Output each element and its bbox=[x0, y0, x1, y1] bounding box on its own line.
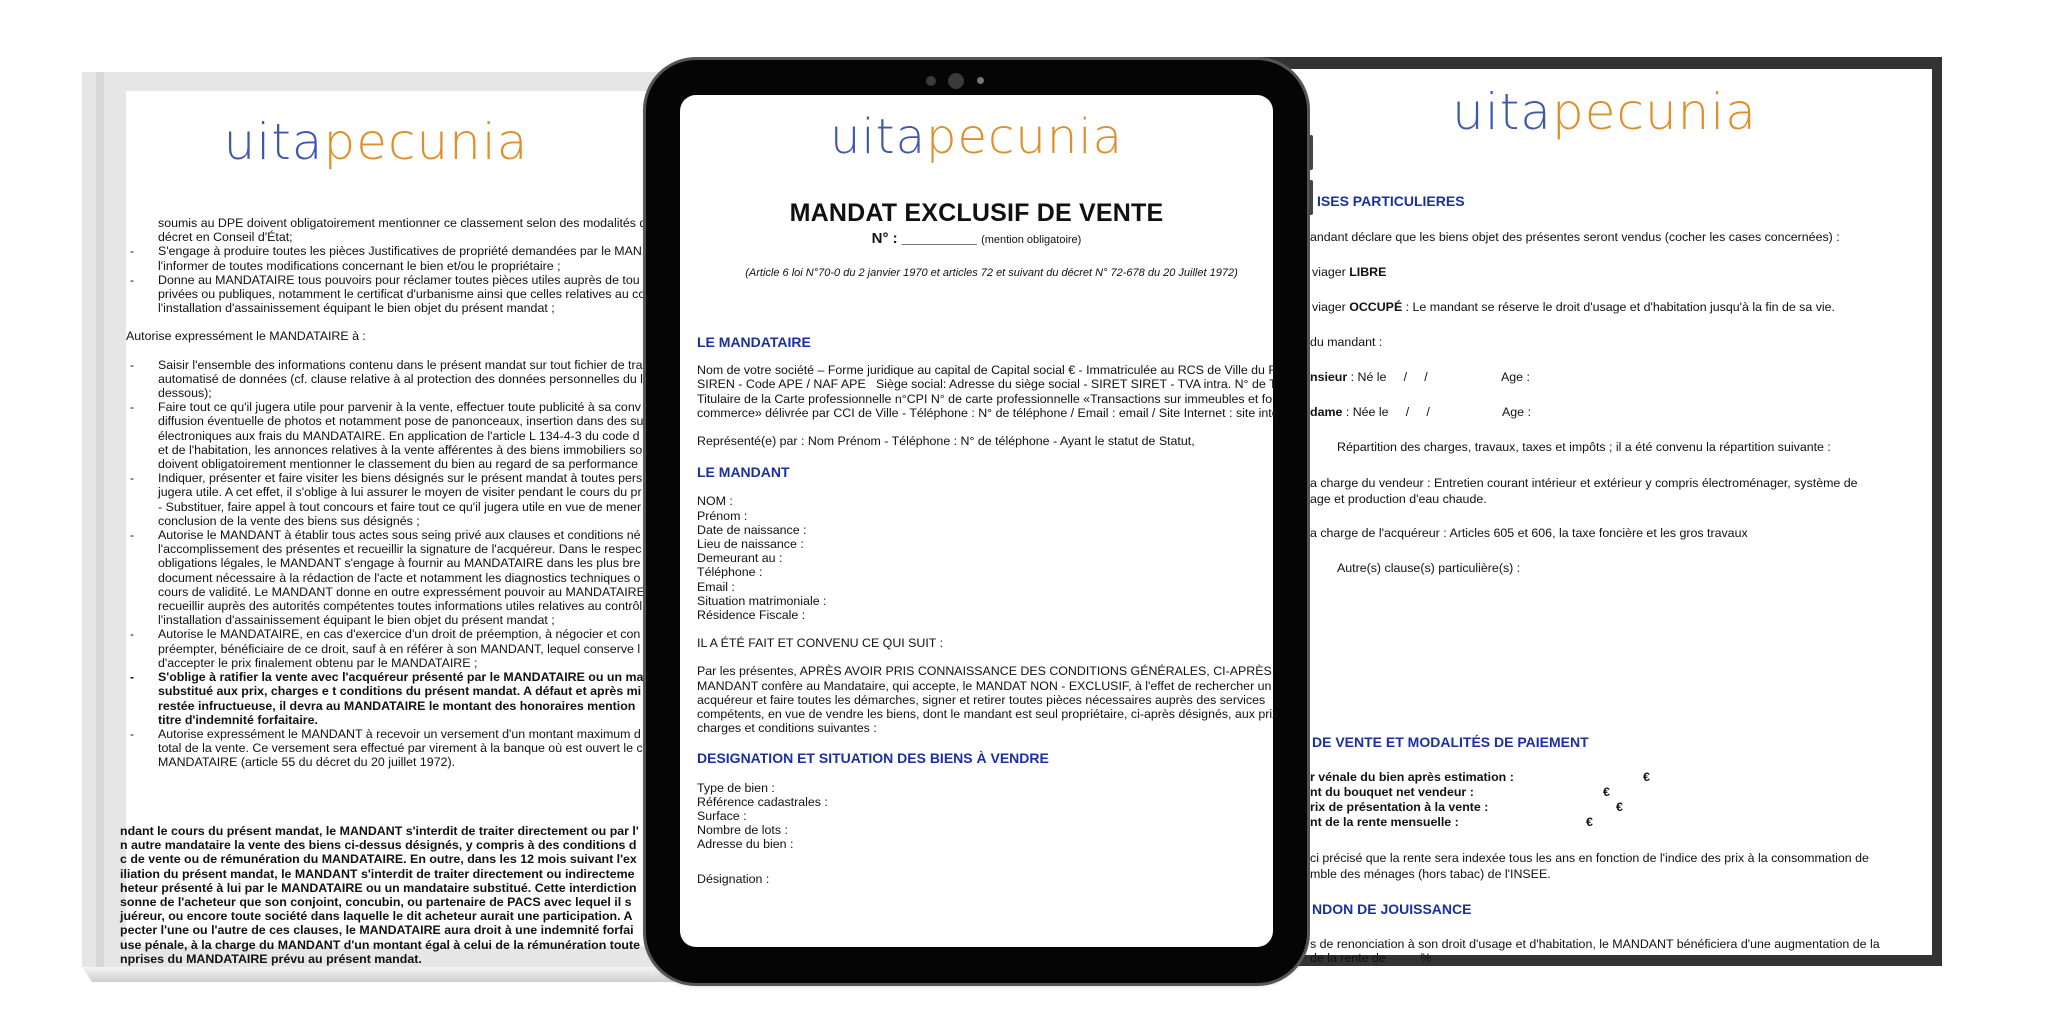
heading-abandon-jouissance: NDON DE JOUISSANCE bbox=[1312, 901, 1472, 917]
left-document-text: soumis au DPE doivent obligatoirement mentionner ce classement selon des modalités d décret en Conseil d'État; - S'engage à produire toutes les pièces Justificatives de propriété demandées par le MAN l'informer de toutes modifications concernant le bien et/ou le propriétaire ; - Donne au MANDATAIRE tous pouvoirs pour réclamer toutes pièces utiles auprès de tou privées ou publiques, notamment le certificat d'urbanisme ainsi que celles relatives au co l'installation d'assainissement équipant le bien objet du présent mandat ; Autorise expressément le MANDATAIRE à : - Saisir l'ensemble des informations contenu dans le présent mandat sur tout fichier de tra automatisé de données (cf. clause relative à al protection des données personnelles du l dessous); - Faire tout ce qu'il jugera utile pour parvenir à la vente, effectuer toute publicité à sa conv diffusion éventuelle de photos et notamment pose de panonceaux, insertion dans des su électroniques aux frais du MANDATAIRE. En application de l'article L 134-4-3 du code d et de l'habitation, les annonces relatives à la vente afférentes à des biens immobiliers so doivent obligatoirement mentionner le classement du bien au regard de sa performance - Indiquer, présenter et faire visiter les biens désignés sur le présent mandat à toutes pers jugera utile. A cet effet, il s'oblige à lui assurer le moyen de visiter pendant le cours du pr - Substituer, faire appel à tout concours et faire tout ce qu'il jugera utile en vue de mener conclusion de la vente des biens sus désignés ; - Autorise le MANDANT à établir tous actes sous seing privé aux clauses et conditions né l'accomplissement des présentes et recueillir la signature de l'acquéreur. Dans le respec obligations légales, le MANDANT s'engage à fournir au MANDATAIRE dans les plus bre document nécessaire à la rédaction de l'acte et notamment les diagnostics techniques o cours de validité. Le MANDANT donne en outre expressément pouvoir au MANDATAIRE recueillir auprès des autorités compétentes toutes informations utiles relatives au contrôl l'installation d'assainissement équipant le bien objet du présent mandat ; - Autorise le MANDATAIRE, en cas d'exercice d'un droit de préemption, à négocier et con préempter, bénéficiaire de ce droit, sauf à en référer à son MANDANT, lequel conserve l d'accepter le prix finalement obtenu par le MANDATAIRE ; - S'oblige à ratifier la vente avec l'acquéreur présenté par le MANDATAIRE ou un ma substitué aux prix, charges e t conditions du présent mandat. A défaut et après mi restée infructueuse, il devra au MANDATAIRE le montant des honoraires mention titre d'indemnité forfaitaire. - Autorise expressément le MANDANT à recevoir un versement d'un montant maximum d total de la vente. Ce versement sera effectué par virement à la banque où est ouvert le c MANDATAIRE (article 55 du décret du 20 juillet 1972). bbox=[126, 216, 686, 770]
binder-spine bbox=[96, 72, 104, 967]
mandate-number: N° : _________ (mention obligatoire) bbox=[871, 230, 1082, 247]
heading-clauses-particulieres: ISES PARTICULIERES bbox=[1317, 193, 1465, 209]
field-label: NOM : bbox=[697, 494, 733, 509]
field-label: Référence cadastrales : bbox=[697, 794, 828, 809]
vitapecunia-logo: uitapecunia bbox=[1452, 83, 1757, 141]
tablet-side-button bbox=[1309, 135, 1313, 170]
field-label: Date de naissance : bbox=[697, 522, 807, 537]
field-label: Demeurant au : bbox=[697, 551, 783, 566]
price-row: rix de présentation à la vente : bbox=[1310, 800, 1489, 814]
tablet-camera-bar bbox=[646, 73, 1307, 89]
viager-libre-option: viager LIBRE bbox=[1312, 265, 1387, 279]
document-title: MANDAT EXCLUSIF DE VENTE bbox=[789, 199, 1164, 227]
bullet-item: - Indiquer, présenter et faire visiter les biens désignés sur le présent mandat à toutes pers jugera utile. A cet effet, il s'oblige à lui assurer le moyen de visiter pendant le cours du pr - Substituer, faire appel à tout concours et faire tout ce qu'il jugera utile en vue de mener conclusion de la vente des biens sus désignés ; bbox=[126, 471, 686, 528]
left-document-page bbox=[120, 91, 726, 966]
article-reference: (Article 6 loi N°70-0 du 2 janvier 1970 et articles 72 et suivant du décret N° 72-678 du 20 Juillet 1972) bbox=[745, 267, 1238, 279]
light-sensor-icon bbox=[977, 77, 984, 84]
tablet-screen[interactable] bbox=[680, 95, 1279, 947]
bullet-item: - Autorise le MANDANT à établir tous actes sous seing privé aux clauses et conditions né l'accomplissement des présentes et recueillir la signature de l'acquéreur. Dans le respec obligations légales, le MANDANT s'engage à fournir au MANDATAIRE dans les plus bre document nécessaire à la rédaction de l'acte et notamment les diagnostics techniques o cours de validité. Le MANDANT donne en outre expressément pouvoir au MANDATAIRE recueillir auprès des autorités compétentes toutes informations utiles relatives au contrôl l'installation d'assainissement équipant le bien objet du présent mandat ; bbox=[126, 528, 686, 627]
heading-prix-de-vente: DE VENTE ET MODALITÉS DE PAIEMENT bbox=[1312, 734, 1589, 750]
tablet-side-button bbox=[1309, 180, 1313, 215]
tablet-device bbox=[646, 60, 1307, 983]
madame-line: dame : Née le / / bbox=[1310, 405, 1430, 419]
field-label: Nombre de lots : bbox=[697, 823, 788, 838]
right-document-page: uitapecunia ISES PARTICULIERES andant déclare que les biens objet des présentes seront vendus (cocher les cases concernées) : viager LIBRE viager OCCUPÉ : Le mandant se réserve le droit d'usage et d'habitation jusqu'à la fin de sa vie. du mandant : nsieur : Né le / / Age : dame : Née le / / Age : Répartition des charges, travaux, taxes et impôts ; il a été convenu la répartition suivante : a charge du vendeur : Entretien courant intérieur et extérieur y compris électroménager, système de age et production d'eau chaude. a charge de l'acquéreur : Articles 605 et 606, la taxe foncière et les gros travaux Autre(s) clause(s) particulière(s) : DE VENTE ET MODALITÉS DE PAIEMENT r vénale du bien après estimation : € nt du bouquet net vendeur : € rix de présentation à la vente : € nt de la rente mensuelle : € ci précisé que la rente sera indexée tous les ans en fonction de l'indice des prix à la consommation de mble des ménages (hors tabac) de l'INSEE. NDON DE JOUISSANCE s de renonciation à son droit d'usage et d'habitation, le MANDANT bénéficiera d'une augmentation de la de la rente de % bbox=[1217, 69, 1932, 955]
bullet-item: - Donne au MANDATAIRE tous pouvoirs pour réclamer toutes pièces utiles auprès de tou privées ou publiques, notamment le certificat d'urbanisme ainsi que celles relatives au co l'installation d'assainissement équipant le bien objet du présent mandat ; bbox=[126, 273, 686, 316]
bullet-item: - Saisir l'ensemble des informations contenu dans le présent mandat sur tout fichier de tra automatisé de données (cf. clause relative à al protection des données personnelles du l dessous); bbox=[126, 358, 686, 401]
camera-icon bbox=[948, 73, 964, 89]
heading-designation: DESIGNATION ET SITUATION DES BIENS À VENDRE bbox=[697, 750, 1049, 767]
viager-occupe-option: viager OCCUPÉ : Le mandant se réserve le droit d'usage et d'habitation jusqu'à la fin de sa vie. bbox=[1312, 300, 1835, 314]
field-label: Adresse du bien : bbox=[697, 837, 794, 852]
bullet-item: - Autorise le MANDATAIRE, en cas d'exercice d'un droit de préemption, à négocier et con préempter, bénéficiaire de ce droit, sauf à en référer à son MANDANT, lequel conserve l d'accepter le prix finalement obtenu par le MANDATAIRE ; bbox=[126, 627, 686, 670]
bullet-item: - Autorise expressément le MANDANT à recevoir un versement d'un montant maximum d total de la vente. Ce versement sera effectué par virement à la banque où est ouvert le c MANDATAIRE (article 55 du décret du 20 juillet 1972). bbox=[126, 727, 686, 770]
right-document-frame bbox=[1217, 57, 1942, 966]
bullet-item: - Faire tout ce qu'il jugera utile pour parvenir à la vente, effectuer toute publicité à sa conv diffusion éventuelle de photos et notamment pose de panonceaux, insertion dans des su électroniques aux frais du MANDATAIRE. En application de l'article L 134-4-3 du code d et de l'habitation, les annonces relatives à la vente afférentes à des biens immobiliers so doivent obligatoirement mentionner le classement du bien au regard de sa performance bbox=[126, 400, 686, 471]
exclusivity-clause: ndant le cours du présent mandat, le MANDANT s'interdit de traiter directement ou par l' n autre mandataire la vente des biens ci-dessus désignés, y compris à des conditions d c de vente ou de rémunération du MANDATAIRE. En outre, dans les 12 mois suivant l'ex iliation du présent mandat, le MANDANT s'interdit de traiter directement ou indirecteme heteur présenté à lui par le MANDATAIRE ou un mandataire substitué. Cette interdiction sonne de l'acheteur que son conjoint, concubin, ou partenaire de PACS avec lequel il s juéreur, ou encore toute société dans laquelle le dit acheteur aurait une participation. A pecter l'une ou l'autre de ces clauses, le MANDATAIRE aura droit à une indemnité forfai use pénale, à la charge du MANDANT d'un montant égal à celui de la rémunération toute nprises du MANDATAIRE prévu au présent mandat. bbox=[120, 824, 641, 966]
price-row: nt du bouquet net vendeur : bbox=[1310, 785, 1474, 799]
price-row: nt de la rente mensuelle : bbox=[1310, 815, 1459, 829]
authorise-heading: Autorise expressément le MANDATAIRE à : bbox=[126, 329, 366, 344]
sensor-icon bbox=[926, 76, 936, 86]
field-label: Surface : bbox=[697, 809, 747, 824]
heading-mandant: LE MANDANT bbox=[697, 464, 790, 481]
field-label: Email : bbox=[697, 579, 735, 594]
field-label: Situation matrimoniale : bbox=[697, 593, 827, 608]
vitapecunia-logo: uitapecunia bbox=[223, 113, 529, 171]
price-row: r vénale du bien après estimation : bbox=[1310, 770, 1514, 784]
tablet-document-body: LE MANDATAIRE Nom de votre société – Forme juridique au capital de Capital social € - Immatriculée au RCS de Ville du R SIREN - Code APE / NAF APE Siège social: Adresse du siège social - SIRET SIRET - TVA intra. N° de T Titulaire de la Carte professionnelle n°CPI N° de carte professionnelle «Transactions sur immeubles et fo commerce» délivrée par CCI de Ville - Téléphone : N° de téléphone / Email : email / Site Internet : site inte Représenté(e) par : Nom Prénom - Téléphone : N° de téléphone - Ayant le statut de Statut, LE MANDANT NOM : Prénom : Date de naissance : Lieu de naissance : Demeurant au : Téléphone : Email : Situation matrimoniale : Résidence Fiscale : IL A ÉTÉ FAIT ET CONVENU CE QUI SUIT : Par les présentes, APRÈS AVOIR PRIS CONNAISSANCE DES CONDITIONS GÉNÉRALES, CI-APRÈS, MANDANT confère au Mandataire, qui accepte, le MANDAT NON - EXCLUSIF, à l'effet de rechercher un acquéreur et faire toutes les démarches, signer et retirer toutes pièces nécessaires auprès des services compétents, en vue de vendre les biens, dont le mandant est seul propriétaire, ci-après désignés, aux prix charges et conditions suivantes : DESIGNATION ET SITUATION DES BIENS À VENDRE Type de bien : Référence cadastrales : Surface : Nombre de lots : Adresse du bien : Désignation : bbox=[697, 335, 1317, 886]
field-label: Désignation : bbox=[697, 871, 770, 886]
binder-base bbox=[82, 967, 702, 982]
vitapecunia-logo: uitapecunia bbox=[830, 109, 1123, 165]
field-label: Lieu de naissance : bbox=[697, 537, 804, 552]
field-label: Résidence Fiscale : bbox=[697, 608, 806, 623]
field-label: Téléphone : bbox=[697, 565, 763, 580]
bullet-item-bold: - S'oblige à ratifier la vente avec l'acquéreur présenté par le MANDATAIRE ou un ma substitué aux prix, charges e t conditions du présent mandat. A défaut et après mi restée infructueuse, il devra au MANDATAIRE le montant des honoraires mention titre d'indemnité forfaitaire. bbox=[126, 670, 686, 727]
monsieur-line: nsieur : Né le / / bbox=[1310, 370, 1428, 384]
heading-mandataire: LE MANDATAIRE bbox=[697, 334, 811, 350]
left-document-binder bbox=[82, 72, 702, 967]
field-label: Type de bien : bbox=[697, 780, 775, 795]
field-label: Prénom : bbox=[697, 508, 748, 523]
bullet-item: - S'engage à produire toutes les pièces Justificatives de propriété demandées par le MAN l'informer de toutes modifications concernant le bien et/ou le propriétaire ; bbox=[126, 244, 686, 272]
